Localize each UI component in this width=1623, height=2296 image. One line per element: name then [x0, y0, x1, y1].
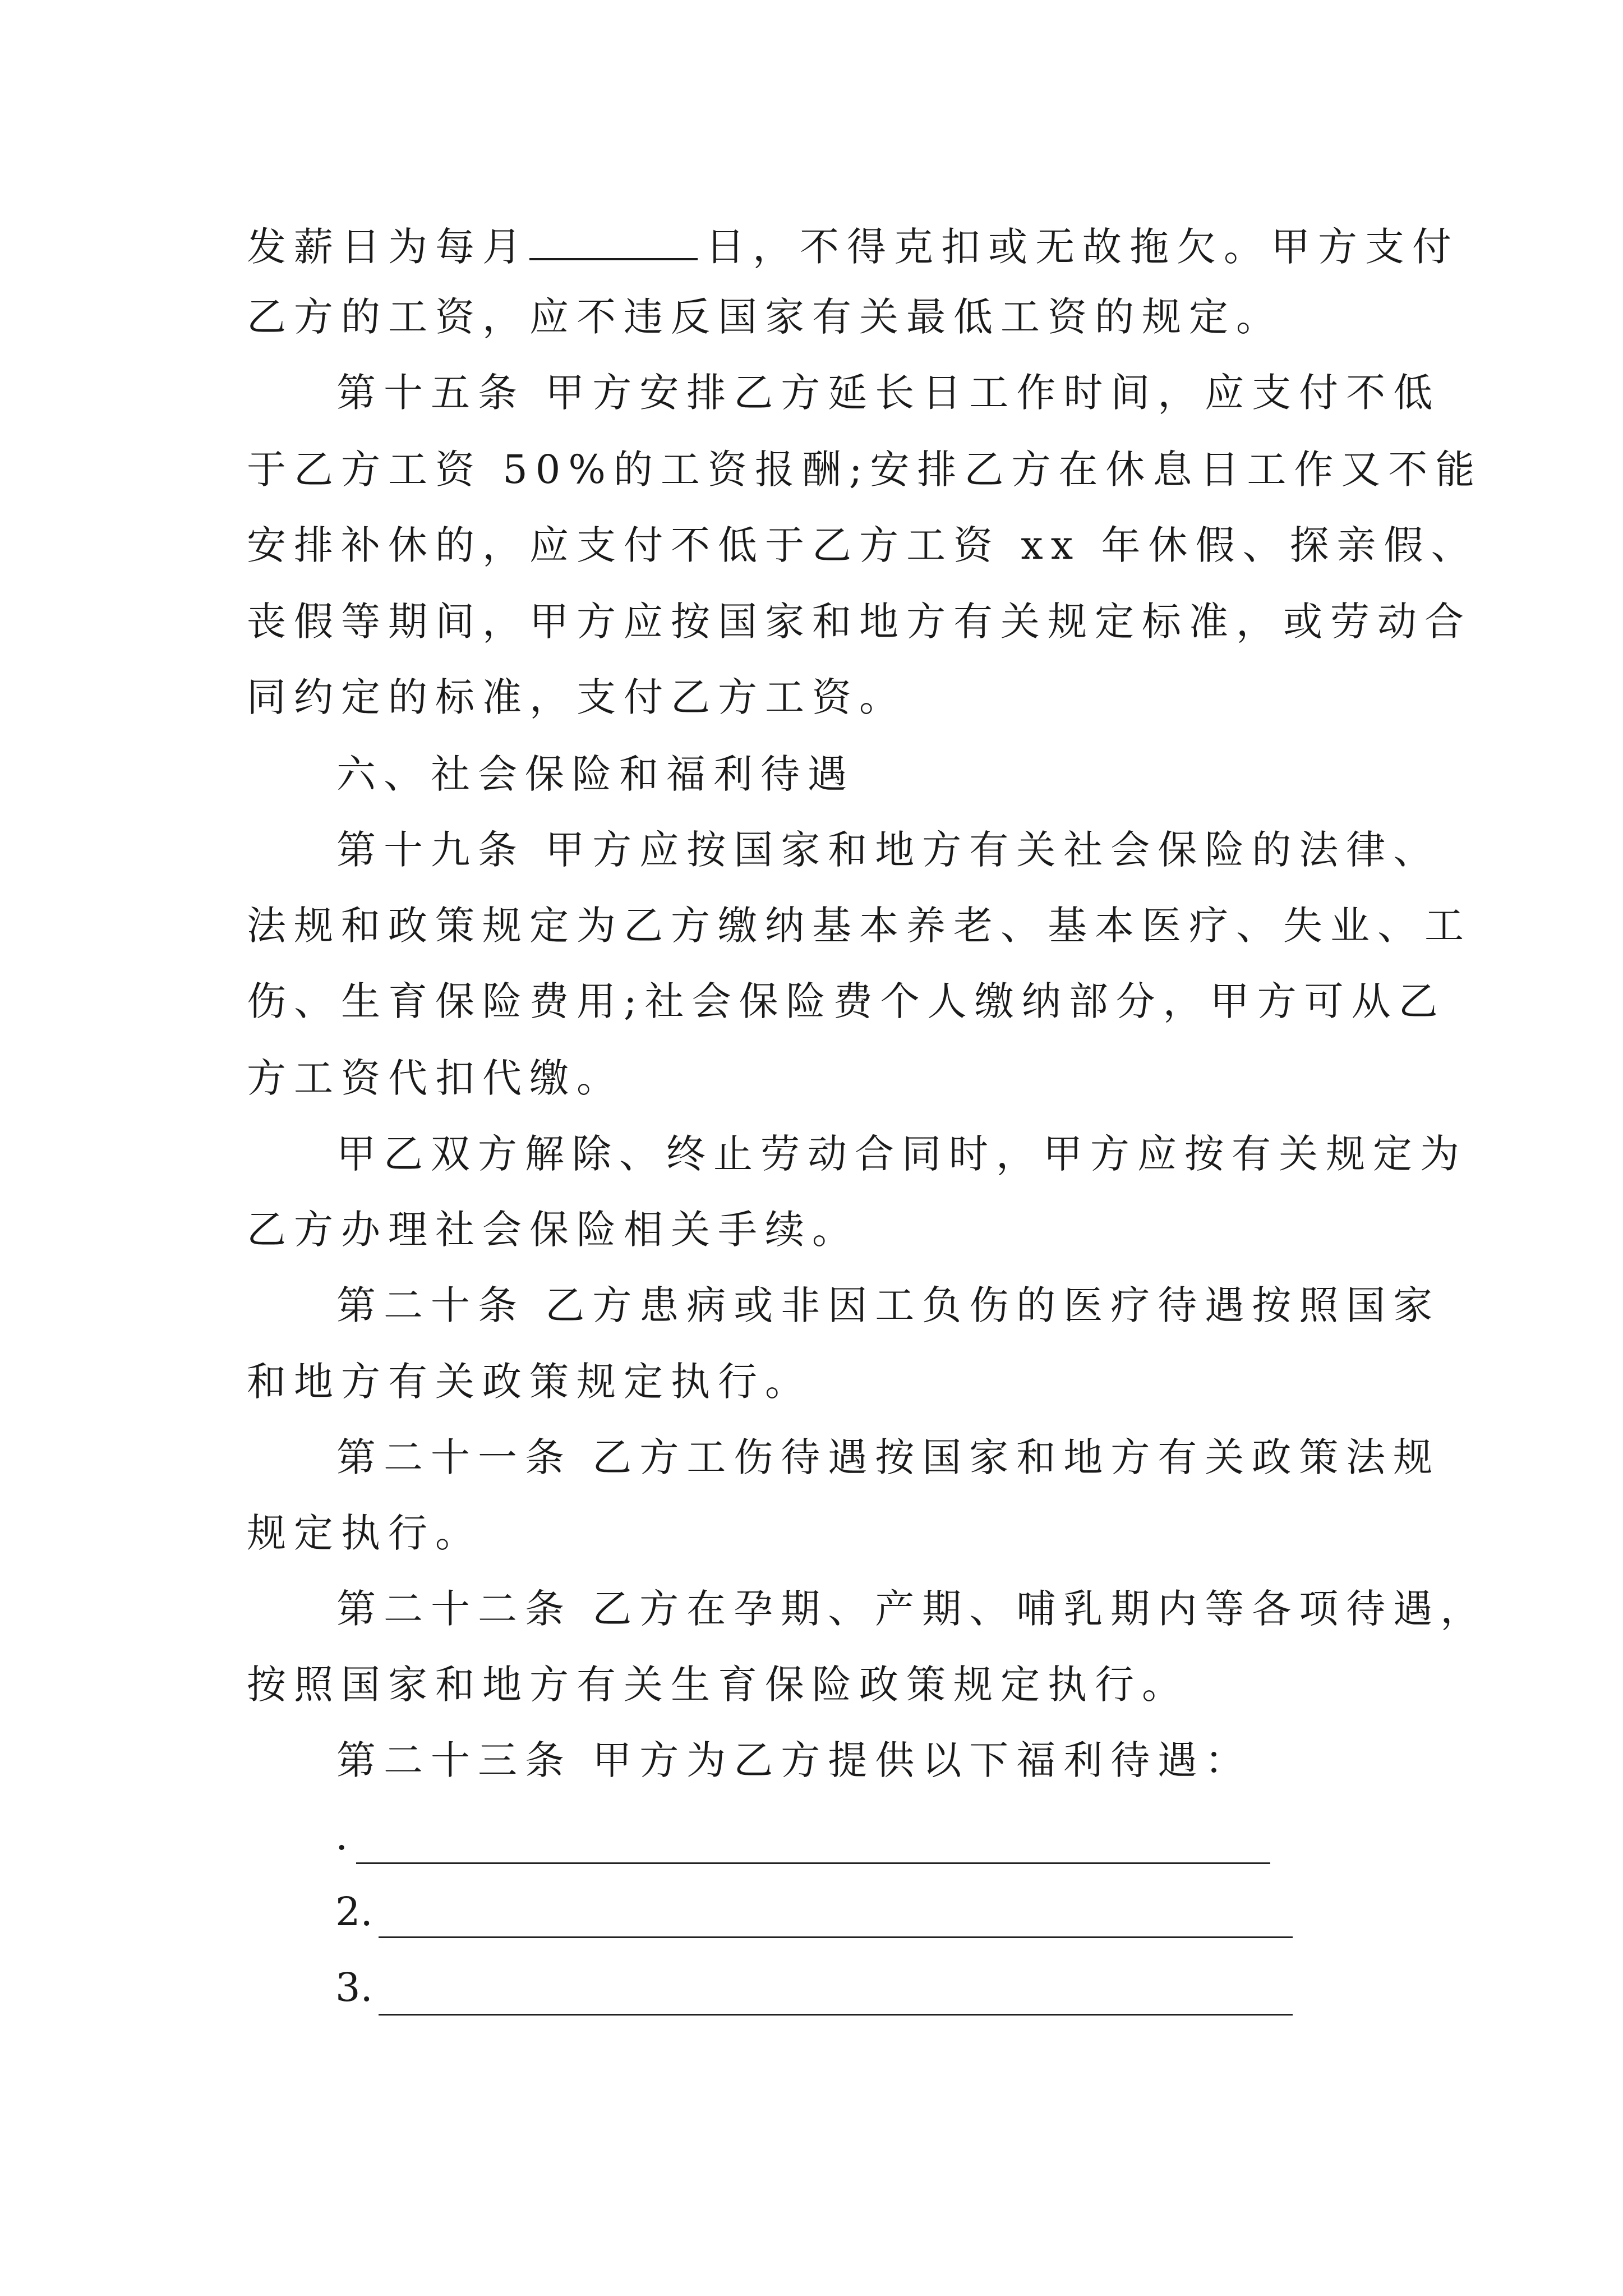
paragraph-line: 方工资代扣代缴。	[247, 1055, 624, 1101]
benefit-item-1-number: .	[335, 1813, 348, 1859]
paragraph-line: 和地方有关政策规定执行。	[247, 1359, 812, 1405]
article-heading-line: 第二十二条 乙方在孕期、产期、哺乳期内等各项待遇，	[336, 1586, 1488, 1632]
article-heading-line: 第十九条 甲方应按国家和地方有关社会保险的法律、	[336, 827, 1441, 873]
line-text: 发薪日为每月	[247, 224, 529, 270]
article-heading-line: 第二十条 乙方患病或非因工负伤的医疗待遇按照国家	[336, 1282, 1441, 1328]
benefit-item-3-line	[379, 2014, 1293, 2016]
paragraph-line: 按照国家和地方有关生育保险政策规定执行。	[247, 1662, 1189, 1708]
paragraph-line	[247, 224, 1459, 270]
benefit-item-1-line	[356, 1862, 1270, 1864]
paragraph-line: 乙方办理社会保险相关手续。	[247, 1207, 859, 1253]
benefit-item-2-line	[379, 1936, 1293, 1938]
benefit-item-2-number: 2.	[335, 1889, 373, 1935]
paragraph-line: 法规和政策规定为乙方缴纳基本养老、基本医疗、失业、工	[247, 903, 1472, 949]
paragraph-line: 同约定的标准，支付乙方工资。	[247, 674, 906, 720]
benefit-item-3-number: 3.	[335, 1964, 373, 2010]
blank-field	[529, 226, 698, 260]
paragraph-line: 丧假等期间，甲方应按国家和地方有关规定标准，或劳动合	[247, 599, 1472, 645]
paragraph-line: 安排补休的，应支付不低于乙方工资 xx 年休假、探亲假、	[247, 522, 1478, 568]
paragraph-line: 伤、生育保险费用;社会保险费个人缴纳部分，甲方可从乙	[247, 978, 1446, 1024]
line-text: 日，不得克扣或无故拖欠。甲方支付	[706, 224, 1459, 270]
paragraph-line: 于乙方工资 50%的工资报酬;安排乙方在休息日工作又不能	[247, 447, 1483, 493]
article-heading-line: 第二十一条 乙方工伤待遇按国家和地方有关政策法规	[336, 1434, 1441, 1480]
article-heading-line: 第二十三条 甲方为乙方提供以下福利待遇：	[336, 1737, 1252, 1783]
section-heading: 六、社会保险和福利待遇	[336, 751, 855, 797]
paragraph-line: 甲乙双方解除、终止劳动合同时，甲方应按有关规定为	[336, 1131, 1467, 1177]
paragraph-line: 规定执行。	[247, 1510, 482, 1556]
paragraph-line: 乙方的工资，应不违反国家有关最低工资的规定。	[247, 294, 1283, 340]
article-heading-line: 第十五条 甲方安排乙方延长日工作时间，应支付不低	[336, 370, 1441, 416]
